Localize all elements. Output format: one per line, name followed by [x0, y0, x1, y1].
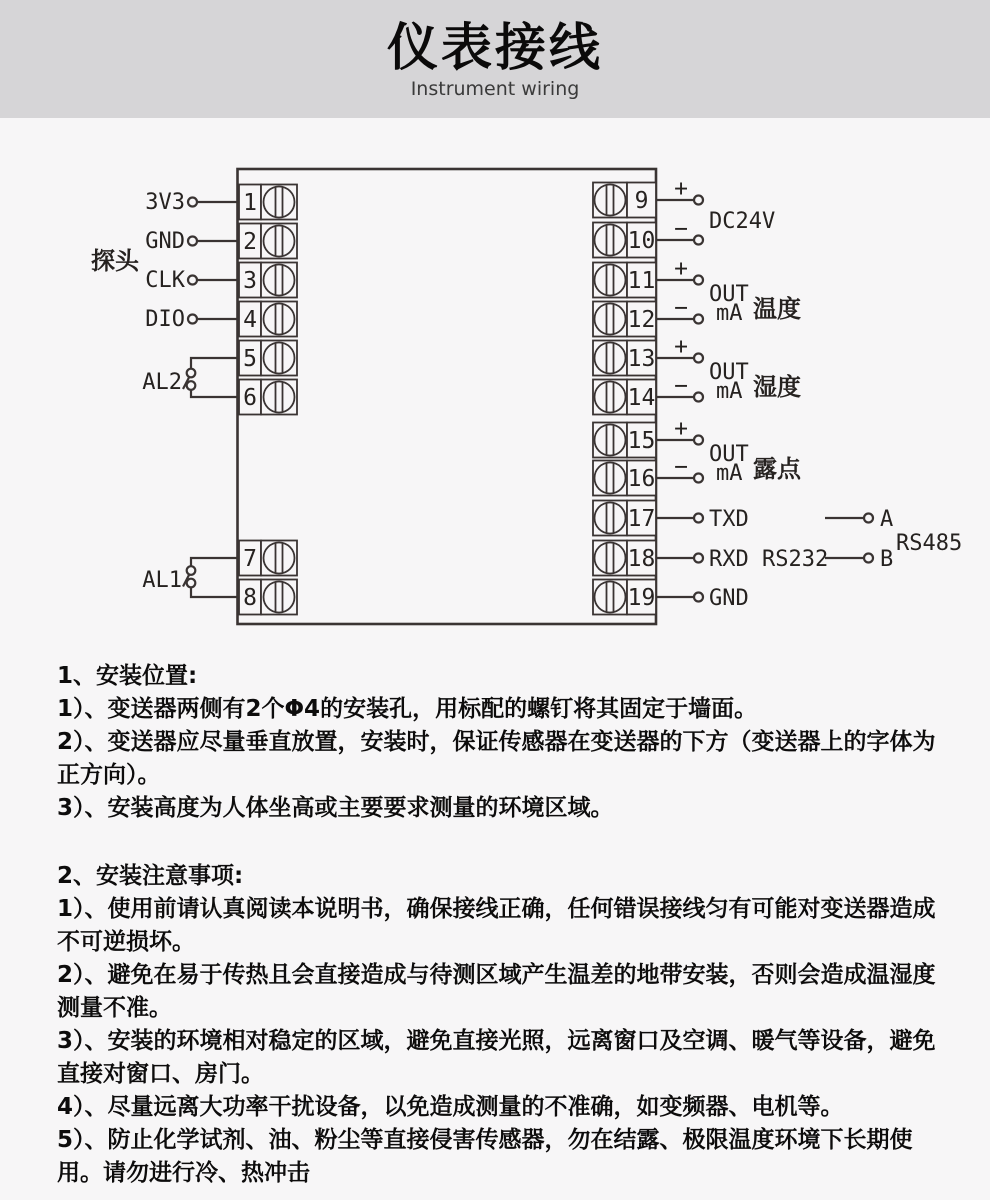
terminal-number: 1 [243, 190, 257, 216]
wire-18 [656, 547, 828, 572]
rs485-group [825, 507, 962, 572]
polarity-sign: − [674, 454, 688, 480]
terminal-13 [593, 341, 656, 376]
wire-10 [656, 216, 703, 245]
terminal-1 [239, 185, 297, 220]
signal-label-gnd: GND [145, 229, 185, 254]
signal-label-clk: CLK [145, 268, 185, 293]
section-title: 2、安装注意事项: [57, 863, 244, 889]
wire-9 [656, 176, 703, 205]
al2-switch-icon [142, 358, 239, 397]
terminal-14 [593, 380, 656, 415]
output-group-dewpoint [709, 442, 802, 486]
polarity-sign: − [674, 373, 688, 399]
terminal-number: 13 [627, 346, 656, 372]
terminal-number: 6 [243, 385, 257, 411]
terminal-3 [239, 263, 297, 298]
terminal-number: 8 [243, 585, 257, 611]
terminal-15 [593, 423, 656, 458]
terminal-number: 15 [627, 428, 656, 454]
section-title: 1、安装位置: [57, 663, 198, 689]
terminal-7 [239, 541, 297, 576]
terminal-2 [239, 224, 297, 259]
note-item: 1）、使用前请认真阅读本说明书，确保接线正确，任何错误接线匀有可能对变送器造成不可逆损坏。 [57, 896, 936, 955]
terminal-number: 19 [627, 585, 656, 611]
ma-label: mA [716, 301, 743, 326]
probe-label: 探头 [91, 247, 139, 275]
signal-label-rxd-rs232: RXD RS232 [709, 547, 829, 572]
terminal-6 [239, 380, 297, 415]
out-label: OUT [709, 360, 749, 385]
note-item: 1）、变送器两侧有2个Φ4的安装孔，用标配的螺钉将其固定于墙面。 [57, 696, 758, 722]
note-item: 2）、避免在易于传热且会直接造成与待测区域产生温差的地带安装，否则会造成温湿度测量不准。 [57, 962, 936, 1021]
terminal-number: 16 [627, 466, 656, 492]
terminal-number: 12 [627, 307, 656, 333]
terminal-number: 9 [634, 188, 649, 214]
terminal-number: 10 [627, 228, 656, 254]
wire-clk [145, 268, 239, 293]
terminal-19 [593, 580, 656, 615]
signal-label-3v3: 3V3 [145, 190, 185, 215]
output-name-humidity: 湿度 [753, 373, 801, 401]
wire-12 [656, 295, 703, 324]
terminal-12 [593, 302, 656, 337]
ma-label: mA [716, 461, 743, 486]
output-group-temperature [709, 282, 801, 326]
alarm2-label: AL2 [142, 370, 182, 395]
note-item: 3）、安装高度为人体坐高或主要要求测量的环境区域。 [57, 795, 614, 821]
rs485-a-label: A [880, 507, 894, 532]
terminal-11 [593, 263, 656, 298]
wire-14 [656, 373, 703, 402]
wire-17 [656, 507, 749, 532]
wire-16 [656, 454, 703, 483]
note-item: 3）、安装的环境相对稳定的区域，避免直接光照，远离窗口及空调、暖气等设备，避免直接对窗口、房门。 [57, 1028, 936, 1087]
wire-11 [656, 256, 703, 285]
polarity-sign: + [674, 416, 688, 442]
terminal-number: 11 [627, 268, 656, 294]
rs485-label: RS485 [896, 531, 963, 556]
out-label: OUT [709, 442, 749, 467]
note-item: 2）、变送器应尽量垂直放置，安装时，保证传感器在变送器的下方（变送器上的字体为正方向）。 [57, 729, 936, 788]
terminal-number: 5 [243, 346, 257, 372]
wire-dio [145, 307, 239, 332]
signal-label-txd: TXD [709, 507, 749, 532]
wire-13 [656, 334, 703, 363]
page-subtitle: Instrument wiring [410, 78, 580, 100]
output-name-dewpoint: 露点 [753, 455, 801, 483]
terminal-number: 3 [243, 268, 257, 294]
terminal-16 [593, 461, 656, 496]
terminal-17 [593, 501, 656, 536]
power-label: DC24V [709, 209, 776, 234]
terminal-number: 7 [243, 546, 257, 572]
terminal-10 [593, 223, 656, 258]
terminal-18 [593, 541, 656, 576]
polarity-sign: − [674, 216, 688, 242]
wire-15 [656, 416, 703, 445]
terminal-number: 2 [243, 229, 257, 255]
polarity-sign: − [674, 295, 688, 321]
output-group-humidity [709, 360, 801, 404]
polarity-sign: + [674, 334, 688, 360]
terminal-number: 14 [627, 385, 656, 411]
section-install-cautions [57, 860, 939, 1190]
terminal-5 [239, 341, 297, 376]
signal-label-gnd-comm: GND [709, 586, 749, 611]
note-item: 5）、防止化学试剂、油、粉尘等直接侵害传感器，勿在结露、极限温度环境下长期使用。请勿进行冷、热冲击 [57, 1127, 913, 1186]
polarity-sign: + [674, 256, 688, 282]
installation-notes [57, 660, 939, 1190]
terminal-8 [239, 580, 297, 615]
signal-label-dio: DIO [145, 307, 185, 332]
al1-switch-icon [142, 558, 239, 597]
terminal-number: 4 [243, 307, 257, 333]
rs485-b-label: B [880, 547, 894, 572]
terminal-4 [239, 302, 297, 337]
alarm1-label: AL1 [142, 568, 182, 593]
terminal-9 [593, 183, 656, 218]
output-name-temperature: 温度 [753, 295, 801, 323]
page-title: 仪表接线 [386, 19, 603, 78]
note-item: 4）、尽量远离大功率干扰设备，以免造成测量的不准确，如变频器、电机等。 [57, 1094, 844, 1120]
out-label: OUT [709, 282, 749, 307]
terminal-number: 18 [627, 546, 656, 572]
section-install-position [57, 660, 939, 825]
wire-19 [656, 586, 749, 611]
polarity-sign: + [674, 176, 688, 202]
terminal-number: 17 [627, 506, 656, 532]
wire-gnd-probe [145, 229, 239, 254]
ma-label: mA [716, 379, 743, 404]
wire-3v3 [145, 190, 239, 215]
